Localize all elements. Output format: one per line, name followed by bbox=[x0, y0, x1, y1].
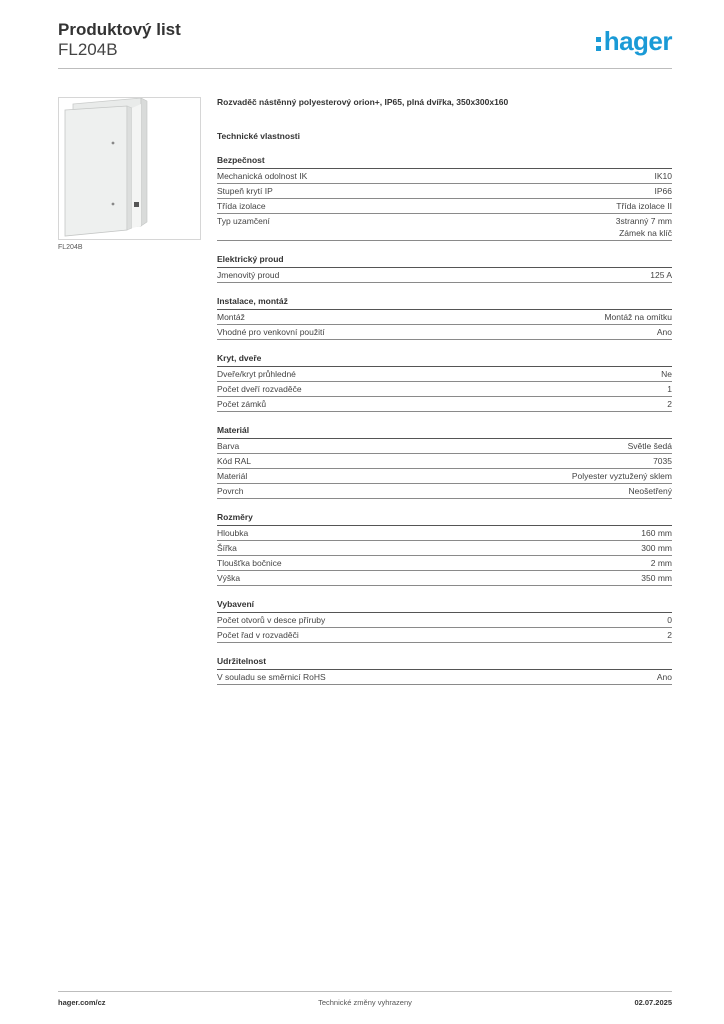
spec-label: Počet zámků bbox=[217, 399, 267, 409]
header-divider bbox=[58, 68, 672, 69]
spec-row bbox=[217, 628, 672, 643]
technical-properties-heading: Technické vlastnosti bbox=[217, 131, 300, 141]
spec-row bbox=[217, 169, 672, 184]
spec-label: Vhodné pro venkovní použití bbox=[217, 327, 325, 337]
spec-row bbox=[217, 382, 672, 397]
image-caption: FL204B bbox=[58, 244, 83, 251]
spec-group-title: Bezpečnost bbox=[217, 154, 672, 169]
spec-group-title: Vybavení bbox=[217, 598, 672, 613]
spec-row bbox=[217, 454, 672, 469]
spec-row bbox=[217, 184, 672, 199]
spec-group-title: Kryt, dveře bbox=[217, 352, 672, 367]
spec-row bbox=[217, 484, 672, 499]
spec-value: 3stranný 7 mm Zámek na klíč bbox=[615, 216, 672, 238]
spec-group bbox=[217, 598, 672, 643]
product-code: FL204B bbox=[58, 40, 118, 59]
spec-label: Výška bbox=[217, 573, 241, 583]
spec-value: Polyester vyztužený sklem bbox=[571, 471, 672, 481]
spec-label: Tloušťka bočnice bbox=[217, 558, 282, 568]
spec-group-title: Udržitelnost bbox=[217, 655, 672, 670]
spec-group bbox=[217, 253, 672, 283]
spec-value: Ano bbox=[656, 672, 672, 682]
spec-label: Povrch bbox=[217, 486, 244, 496]
spec-row bbox=[217, 571, 672, 586]
spec-value: 160 mm bbox=[641, 528, 672, 538]
spec-row bbox=[217, 214, 672, 241]
spec-value: 2 bbox=[667, 630, 672, 640]
spec-row bbox=[217, 556, 672, 571]
footer-note: Technické změny vyhrazeny bbox=[318, 998, 412, 1007]
spec-group bbox=[217, 352, 672, 412]
spec-label: Hloubka bbox=[217, 528, 249, 538]
spec-value: Třída izolace II bbox=[616, 201, 672, 211]
spec-label: Počet dveří rozvaděče bbox=[217, 384, 302, 394]
spec-value: 2 mm bbox=[650, 558, 672, 568]
spec-value: Ano bbox=[656, 327, 672, 337]
spec-label: Montáž bbox=[217, 312, 245, 322]
specification-content bbox=[217, 96, 672, 685]
spec-value: 300 mm bbox=[641, 543, 672, 553]
spec-label: Mechanická odolnost IK bbox=[217, 171, 308, 181]
spec-row bbox=[217, 310, 672, 325]
spec-row bbox=[217, 439, 672, 454]
spec-row bbox=[217, 367, 672, 382]
spec-label: Šířka bbox=[217, 543, 237, 553]
spec-value: 1 bbox=[667, 384, 672, 394]
spec-row bbox=[217, 670, 672, 685]
spec-label: Typ uzamčení bbox=[217, 216, 270, 226]
spec-group bbox=[217, 655, 672, 685]
spec-value: IK10 bbox=[654, 171, 672, 181]
spec-row bbox=[217, 526, 672, 541]
product-name: Rozvaděč nástěnný polyesterový orion+, IP65, plná dvířka, 350x300x160 bbox=[217, 97, 509, 107]
spec-group bbox=[217, 154, 672, 241]
spec-group-title: Materiál bbox=[217, 424, 672, 439]
footer-date: 02.07.2025 bbox=[634, 998, 672, 1007]
document-header bbox=[58, 20, 181, 60]
spec-label: Dveře/kryt průhledné bbox=[217, 369, 296, 379]
spec-row bbox=[217, 199, 672, 214]
spec-label: Kód RAL bbox=[217, 456, 252, 466]
spec-row bbox=[217, 613, 672, 628]
spec-group-title: Rozměry bbox=[217, 511, 672, 526]
enclosure-picture bbox=[59, 98, 200, 239]
spec-row bbox=[217, 541, 672, 556]
spec-row bbox=[217, 397, 672, 412]
spec-group-title: Instalace, montáž bbox=[217, 295, 672, 310]
hager-logo bbox=[596, 26, 672, 62]
spec-label: Materiál bbox=[217, 471, 248, 481]
spec-value: Ne bbox=[661, 369, 672, 379]
spec-groups bbox=[217, 154, 672, 685]
footer-divider bbox=[58, 991, 672, 992]
product-image bbox=[58, 97, 201, 240]
spec-label: Stupeň krytí IP bbox=[217, 186, 273, 196]
spec-value: Světle šedá bbox=[627, 441, 672, 451]
spec-value: Neošetřený bbox=[628, 486, 672, 496]
spec-value: IP66 bbox=[654, 186, 672, 196]
spec-label: Počet řad v rozvaděči bbox=[217, 630, 299, 640]
spec-group bbox=[217, 511, 672, 586]
spec-label: Jmenovitý proud bbox=[217, 270, 280, 280]
spec-row bbox=[217, 469, 672, 484]
spec-group-title: Elektrický proud bbox=[217, 253, 672, 268]
spec-value: 125 A bbox=[650, 270, 672, 280]
logo-dots-icon bbox=[596, 26, 603, 62]
spec-value: 350 mm bbox=[641, 573, 672, 583]
page-title: Produktový list bbox=[58, 20, 181, 39]
spec-label: V souladu se směrnicí RoHS bbox=[217, 672, 326, 682]
logo-text: hager bbox=[603, 26, 672, 56]
spec-label: Počet otvorů v desce příruby bbox=[217, 615, 326, 625]
spec-label: Třída izolace bbox=[217, 201, 266, 211]
spec-value: 7035 bbox=[653, 456, 672, 466]
spec-row bbox=[217, 325, 672, 340]
footer-website: hager.com/cz bbox=[58, 998, 106, 1007]
spec-group bbox=[217, 295, 672, 340]
spec-group bbox=[217, 424, 672, 499]
spec-value: Montáž na omítku bbox=[604, 312, 672, 322]
spec-row bbox=[217, 268, 672, 283]
spec-value: 2 bbox=[667, 399, 672, 409]
spec-value: 0 bbox=[667, 615, 672, 625]
spec-label: Barva bbox=[217, 441, 240, 451]
